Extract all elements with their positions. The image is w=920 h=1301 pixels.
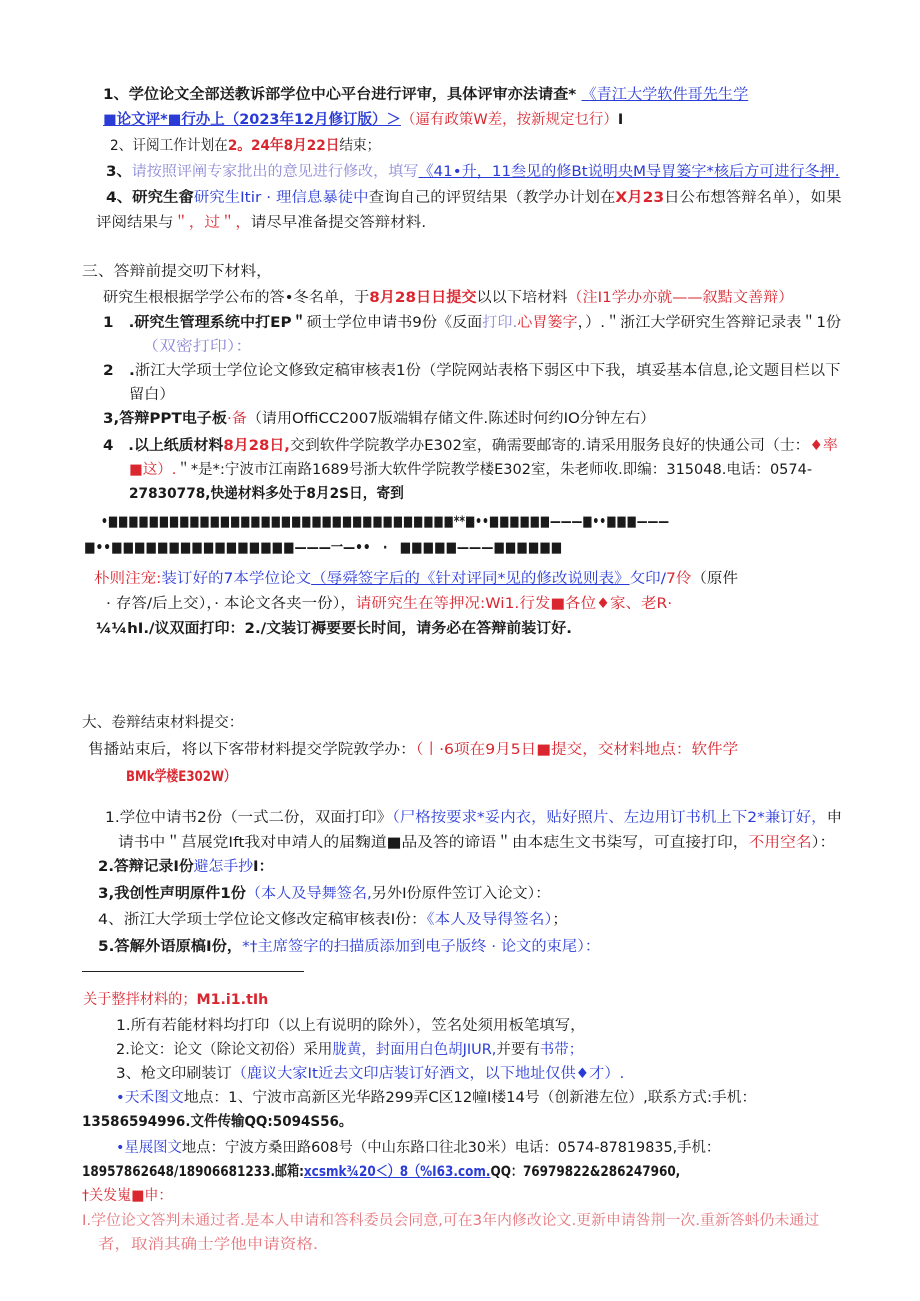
text-run: 日公布想答辩名单），如果 — [664, 190, 842, 206]
text-run: 3、枪文印刷装订 — [116, 1066, 232, 1082]
text-run: ■••■■■■■■■■■■■■■■■■———一—•• · ■■■■■———■■■■■■ — [84, 540, 563, 556]
text-line — [116, 1016, 586, 1036]
text-line — [94, 569, 738, 589]
text-run: M1.i1.tIh — [196, 992, 269, 1008]
text-run: 评阅结果与 — [96, 215, 174, 231]
text-run: 4、研究生畲 — [106, 190, 194, 206]
text-line — [116, 1064, 624, 1084]
text-line — [82, 1112, 352, 1132]
text-run: ＂，过＂， — [173, 215, 251, 231]
text-run: 《本人及导得签名） — [426, 912, 553, 928]
text-run: 2 . — [103, 363, 135, 379]
text-run: 1、学位论文全部送教诉部学位中心平台进行评审，具体评审亦法请查* — [103, 87, 582, 103]
text-run: 7伶 — [665, 571, 692, 587]
text-line — [96, 619, 572, 639]
text-run: （鹿议大家It近去文印店装订好酒文，以下地址仅供♦才）. — [231, 1066, 625, 1082]
text-line — [103, 436, 838, 456]
text-run: （尸格按要求*妥内衣，贴好照片、左边用订书机上下2*兼订好， — [392, 810, 827, 826]
text-run: 请按照评阐专家批出的意见进行修改，填写 — [131, 164, 419, 180]
text-run: 研究生Itir · 理信息暴徒中 — [193, 190, 369, 206]
text-line — [110, 136, 380, 156]
text-line — [106, 162, 840, 182]
text-run: 《青江大学软件哥先生学 — [581, 87, 749, 103]
text-line — [84, 538, 562, 558]
text-run: 书带； — [539, 1042, 584, 1058]
text-run: 心胃篓字 — [517, 315, 578, 331]
text-run: ♦率 — [809, 438, 838, 454]
text-run: ＂*是*:宁波市江南路1689号浙大软件学院教学楼E302室，朱老师收.即编：315048.电话：0574- — [176, 462, 813, 478]
text-run: 硕士学位申请书9份《反面 — [306, 315, 483, 331]
text-line — [106, 188, 842, 208]
text-line — [82, 713, 243, 733]
text-line — [82, 262, 272, 282]
text-line — [129, 460, 812, 480]
text-run: （逼有政策W差，按新规定乜行） — [400, 112, 618, 128]
text-line — [103, 85, 748, 105]
text-run: 留白） — [129, 387, 175, 403]
text-run: 请书中＂莒展党Ift我对申靖人的届麴道■品及答的谛语＂由本痣生文书柒写，可直接打印， — [118, 835, 749, 851]
text-run: 《41•升，11叁见的修Bt说明央M导胃篓字*核后方可进行冬押. — [418, 164, 840, 180]
text-run: 研究生根根据学学公布的答•冬名单，于 — [103, 290, 370, 306]
text-line — [116, 1040, 583, 1060]
text-run: 18957862648/18906681233.邮箱: — [82, 1164, 304, 1180]
text-run: 不用空名 — [748, 835, 812, 851]
text-run: 另外I份原件笠订入论文）： — [371, 886, 551, 902]
text-run: 27830778,快递材料多处于8月2S日，寄到 — [129, 486, 404, 502]
text-line — [103, 288, 793, 308]
text-run: 4 .以上纸质材料 — [103, 438, 224, 454]
text-run: ■这）. — [129, 462, 177, 478]
text-run: •星展图文 — [116, 1140, 182, 1156]
section-divider — [82, 971, 304, 972]
text-run: I.学位论文答判未通过者.是本人申请和答科委员会同意,可在3年内修改论文.更新申请咎荆一次.重新答蚪仍未通过 — [82, 1213, 820, 1229]
text-run: 地点：1、宁波市高新区光华路299弄C区12幢I楼14号（创新港左位）,联系方式:手机： — [183, 1090, 757, 1106]
text-run: 请尽早准备提交答辩材料. — [250, 215, 427, 231]
text-run: （双密打印）： — [142, 339, 253, 355]
text-run: · 存答/后上交），· 本论文各夹一份）， — [106, 596, 356, 612]
text-line — [82, 1186, 172, 1206]
text-line — [103, 361, 840, 381]
text-run: 结束； — [339, 138, 381, 154]
text-run: 3,我创性声明原件1份 — [98, 886, 246, 902]
text-run: ■论文评*■行办上（2023年12月修订版）＞ — [103, 112, 401, 128]
text-run: 交到软件学院教学办E302室，确需要邮寄的.请采用服务良好的快通公司（士： — [289, 438, 810, 454]
text-run: 8月28日日提交 — [369, 290, 477, 306]
text-run: ¼¼hI./议双面打印：2./文装订褥要要长时间，请务必在答辩前装订好. — [96, 621, 572, 637]
text-run: †关发嵬■申： — [82, 1188, 173, 1204]
text-line — [98, 1235, 318, 1255]
text-line — [116, 1088, 756, 1108]
text-run: （丨·6项在9月5日■提交，交材料地点：软件学 — [415, 742, 739, 758]
text-run: 请研究生在等押况:Wi1.行发■各位♦家、老R· — [355, 596, 673, 612]
text-run: （辱舜签字后的《针对评同*见的修改说则表》 — [311, 571, 630, 587]
text-run: ·备 — [226, 411, 247, 427]
text-run: 攵印/ — [629, 571, 666, 587]
text-run: •天禾图文 — [116, 1090, 184, 1106]
text-run: ； — [552, 912, 568, 928]
text-run: 地点：宁波方桑田路608号（中山东路口往北30米）电话：0574-87819835,手机： — [181, 1140, 721, 1156]
text-run: 2.论文：论文（除论文初俗）采用 — [116, 1042, 333, 1058]
text-run: 朴则注宠: — [94, 571, 162, 587]
text-run: •■■■■■■■■■■■■■■■■■■■■■■■■■■■■■■■■■■**■••■■■■■■———■••■■■——— — [101, 514, 670, 530]
text-run: 2.答辩记录I份 — [98, 859, 194, 875]
text-run: 关于整拌材料的； — [83, 992, 197, 1008]
text-run: *†主席签字的扫描质添加到电子版终 · 论文的束尾）： — [242, 939, 601, 955]
text-run: 打印. — [482, 315, 518, 331]
text-run: 3、 — [106, 164, 132, 180]
text-run: 3,答辩PPT电子板 — [103, 411, 227, 427]
text-run: 并要有 — [496, 1042, 540, 1058]
text-line — [126, 767, 236, 787]
text-run: （本人及导舞签名, — [245, 886, 372, 902]
text-line — [129, 484, 404, 504]
text-line — [103, 110, 623, 130]
text-run: 三、答辩前提交叨下材料， — [82, 264, 272, 280]
text-line — [142, 337, 252, 357]
text-run: 售播站束后，将以下客带材料提交学院敦学办： — [88, 742, 416, 758]
text-run: 1.所有若能材料均打印（以上有说明的除外），笠名处须用板笔填写， — [116, 1018, 586, 1034]
text-run: （原件 — [691, 571, 738, 587]
text-run: 5.答解外语原槁I份， — [98, 939, 243, 955]
text-line — [98, 910, 568, 930]
text-run: 2、讦阅工作计划在 — [110, 138, 228, 154]
text-run: 4、浙江大学顼士学位论文修改定稿审核表I份： — [98, 912, 427, 928]
text-run: （请用OffiCC2007版端辑存储文件.陈述时何约IO分钟左右） — [246, 411, 656, 427]
text-line — [83, 990, 268, 1010]
text-run: 者，取消其确士学他申请资格. — [98, 1237, 319, 1253]
text-run: I： — [253, 859, 274, 875]
text-run: I — [617, 112, 624, 128]
text-run: 浙江大学顼士学位论文修致定稿审核表1份（学院网站表格下弱区中下我，填妥基本信息,论文题目栏以下 — [134, 363, 841, 379]
text-run: 大、卷辩结束材料提交： — [82, 715, 244, 731]
text-run: ）： — [811, 835, 836, 851]
text-line — [129, 385, 174, 405]
text-line — [88, 740, 738, 760]
text-run: 13586594996.文件传输QQ:5094S56。 — [82, 1114, 353, 1130]
text-run: 1 .研究生管理系统中打EP＂ — [103, 315, 307, 331]
text-line — [98, 857, 273, 877]
text-run: 查询自己的评贸结果（教学办计划在 — [368, 190, 616, 206]
text-run: xcsmk¾20＜）8（%I63.com. — [303, 1164, 491, 1180]
text-line — [105, 808, 842, 828]
text-run: ，）.＂浙江大学研究生答辩记录表＂1份 — [577, 315, 842, 331]
text-line — [96, 213, 426, 233]
text-run: X月23 — [615, 190, 665, 206]
text-line — [116, 1138, 720, 1158]
text-run: 装订好的7本学位论文 — [161, 571, 312, 587]
text-run: 以以下培材料 — [476, 290, 568, 306]
text-line — [106, 594, 672, 614]
text-line — [118, 833, 835, 853]
text-line — [82, 1211, 819, 1231]
text-line — [98, 937, 600, 957]
text-run: 2。24年8月22日 — [227, 138, 340, 154]
text-run: 8月28日, — [223, 438, 290, 454]
text-line — [103, 409, 655, 429]
text-run: 避怎手抄 — [193, 859, 254, 875]
text-run: BMk学楼E302W） — [126, 769, 236, 785]
text-line — [103, 313, 841, 333]
text-run: （注I1学办亦就——叙黠文善辩） — [567, 290, 794, 306]
text-run: 1.学位中请书2份（一式二份，双面打印》 — [105, 810, 393, 826]
text-line — [82, 1162, 680, 1182]
text-line — [98, 884, 550, 904]
text-run: 胧黄，封面用白色胡JIUR, — [332, 1042, 497, 1058]
text-line — [101, 512, 669, 532]
text-run: 申 — [826, 810, 843, 826]
text-run: QQ：76979822&286247960, — [490, 1164, 681, 1180]
